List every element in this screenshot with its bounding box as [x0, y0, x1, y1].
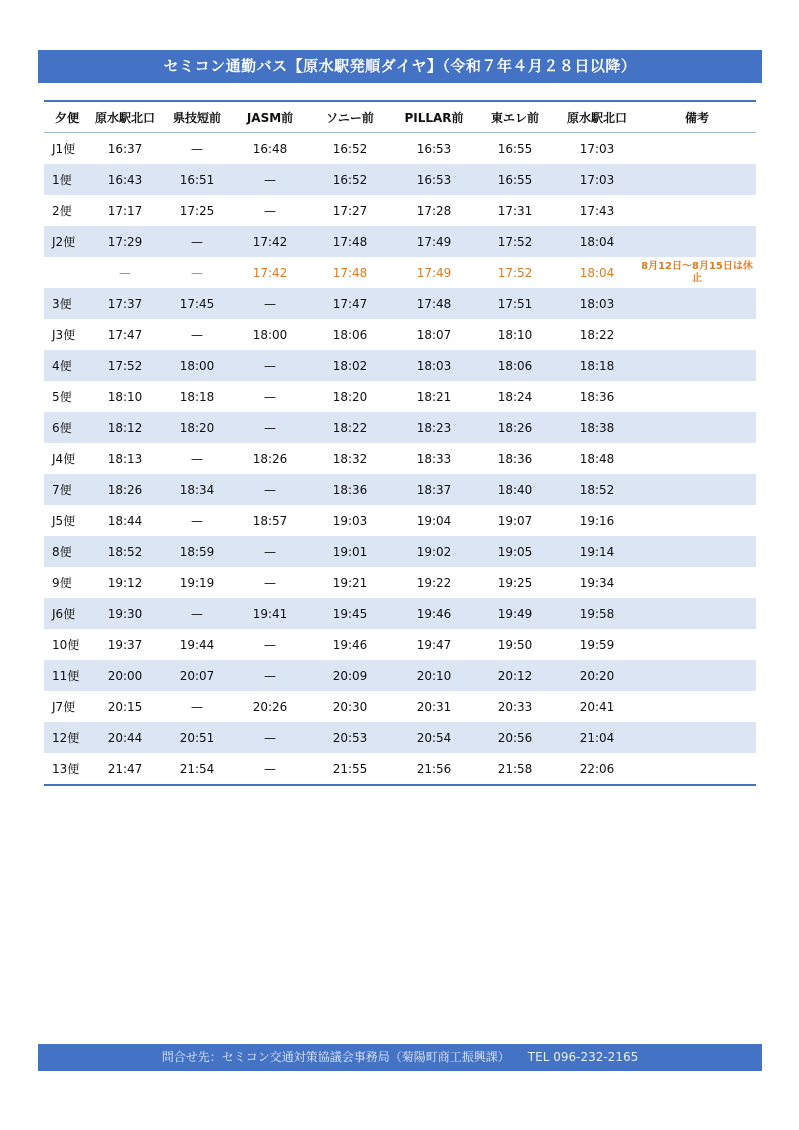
table-row	[44, 381, 756, 412]
trip-name: J5便	[52, 514, 76, 528]
time-cell: 22:06	[556, 753, 638, 785]
time-cell: 17:52	[497, 265, 533, 280]
time-cell: 18:06	[332, 327, 368, 342]
remarks-cell	[638, 567, 756, 598]
time-cell: 18:20	[332, 389, 368, 404]
time-cell: —	[119, 265, 131, 280]
time-cell: 20:30	[332, 699, 368, 714]
time-cell: 18:52	[90, 536, 160, 567]
time-cell: 19:07	[497, 513, 533, 528]
trip-name: 8便	[44, 536, 90, 567]
remarks-cell	[638, 629, 756, 660]
time-cell: 20:00	[90, 660, 160, 691]
time-cell: 16:53	[416, 141, 452, 156]
table-row	[44, 257, 756, 288]
time-cell: —	[234, 753, 306, 785]
time-cell: —	[234, 722, 306, 753]
time-cell: 20:10	[394, 660, 474, 691]
time-cell: 17:29	[90, 226, 160, 257]
time-cell: 17:03	[579, 141, 615, 156]
time-cell: 17:43	[579, 203, 615, 218]
time-cell: 18:10	[107, 389, 143, 404]
time-cell: 18:26	[474, 412, 556, 443]
time-cell: 18:02	[306, 350, 394, 381]
time-cell: —	[191, 699, 203, 714]
time-cell: 18:34	[160, 474, 234, 505]
time-cell: 16:55	[474, 164, 556, 195]
column-header: PILLAR前	[394, 101, 474, 133]
remarks-cell: 8月12日～8月15日は休止	[641, 260, 753, 284]
remarks-cell	[638, 319, 756, 350]
time-cell: 18:52	[556, 474, 638, 505]
time-cell: 18:07	[416, 327, 452, 342]
time-cell: 17:48	[332, 265, 368, 280]
time-cell: 18:32	[332, 451, 368, 466]
contact-text: 問合せ先：セミコン交通対策協議会事務局（菊陽町商工振興課）	[161, 1050, 510, 1064]
table-row	[44, 598, 756, 629]
time-cell: 18:26	[252, 451, 288, 466]
trip-name: 3便	[44, 288, 90, 319]
time-cell: 17:37	[90, 288, 160, 319]
page-title: セミコン通勤バス【原水駅発順ダイヤ】（令和７年４月２８日以降）	[38, 50, 762, 83]
time-cell: —	[264, 575, 276, 590]
remarks-cell	[638, 164, 756, 195]
time-cell: 17:42	[252, 265, 288, 280]
time-cell: 20:15	[107, 699, 143, 714]
time-cell: 19:46	[394, 598, 474, 629]
time-cell: 18:12	[90, 412, 160, 443]
trip-name: 4便	[44, 350, 90, 381]
table-row	[44, 567, 756, 598]
time-cell: 17:47	[107, 327, 143, 342]
column-header: 原水駅北口	[556, 101, 638, 133]
table-row	[44, 288, 756, 319]
time-cell: 19:58	[556, 598, 638, 629]
remarks-cell	[638, 288, 756, 319]
time-cell: 16:51	[160, 164, 234, 195]
trip-name: J2便	[44, 226, 90, 257]
timetable-header	[44, 101, 756, 133]
time-cell: —	[191, 451, 203, 466]
trip-name: 2便	[52, 204, 72, 218]
column-header: 備考	[638, 101, 756, 133]
remarks-cell	[638, 753, 756, 785]
time-cell: 17:27	[332, 203, 368, 218]
trip-name: 7便	[44, 474, 90, 505]
remarks-cell	[638, 226, 756, 257]
table-row	[44, 195, 756, 226]
time-cell: 19:22	[416, 575, 452, 590]
time-cell: 18:00	[252, 327, 288, 342]
time-cell: 19:04	[416, 513, 452, 528]
time-cell: 20:51	[160, 722, 234, 753]
remarks-cell	[638, 691, 756, 722]
table-row	[44, 164, 756, 195]
table-row	[44, 722, 756, 753]
time-cell: 20:20	[556, 660, 638, 691]
time-cell: 19:19	[179, 575, 215, 590]
time-cell: 18:13	[107, 451, 143, 466]
time-cell: 18:36	[579, 389, 615, 404]
time-cell: 18:23	[394, 412, 474, 443]
time-cell: 19:05	[474, 536, 556, 567]
time-cell: 18:57	[252, 513, 288, 528]
time-cell: 19:44	[179, 637, 215, 652]
time-cell: 18:06	[474, 350, 556, 381]
time-cell: 19:16	[579, 513, 615, 528]
remarks-cell	[638, 660, 756, 691]
time-cell: —	[191, 513, 203, 528]
column-header: 夕便	[44, 101, 90, 133]
time-cell: 17:51	[474, 288, 556, 319]
time-cell: 19:01	[306, 536, 394, 567]
time-cell: 20:53	[306, 722, 394, 753]
time-cell: 17:47	[306, 288, 394, 319]
time-cell: —	[264, 637, 276, 652]
timetable	[44, 100, 756, 786]
time-cell: 18:44	[107, 513, 143, 528]
time-cell: 17:31	[497, 203, 533, 218]
remarks-cell	[638, 381, 756, 412]
time-cell: 17:49	[416, 265, 452, 280]
time-cell: —	[191, 327, 203, 342]
trip-name: 11便	[44, 660, 90, 691]
time-cell: —	[160, 226, 234, 257]
time-cell: 21:55	[306, 753, 394, 785]
column-header: ソニー前	[306, 101, 394, 133]
remarks-cell	[638, 474, 756, 505]
time-cell: 18:36	[497, 451, 533, 466]
table-row	[44, 660, 756, 691]
time-cell: 20:09	[306, 660, 394, 691]
time-cell: 18:00	[160, 350, 234, 381]
tel-number: TEL 096-232-2165	[527, 1050, 639, 1064]
time-cell: 19:41	[234, 598, 306, 629]
footer-contact	[38, 1044, 762, 1071]
time-cell: 16:52	[332, 141, 368, 156]
table-row	[44, 474, 756, 505]
time-cell: 19:50	[497, 637, 533, 652]
time-cell: 17:52	[90, 350, 160, 381]
time-cell: 19:59	[579, 637, 615, 652]
time-cell: 19:03	[332, 513, 368, 528]
time-cell: 17:42	[234, 226, 306, 257]
time-cell: 18:48	[579, 451, 615, 466]
remarks-cell	[638, 505, 756, 536]
table-row	[44, 350, 756, 381]
time-cell: 17:03	[556, 164, 638, 195]
trip-name: 6便	[44, 412, 90, 443]
time-cell: 20:07	[160, 660, 234, 691]
time-cell: 17:48	[306, 226, 394, 257]
time-cell: 18:20	[160, 412, 234, 443]
time-cell: —	[234, 288, 306, 319]
remarks-cell	[638, 412, 756, 443]
time-cell: 19:45	[306, 598, 394, 629]
time-cell: 19:30	[90, 598, 160, 629]
time-cell: 18:38	[556, 412, 638, 443]
time-cell: 16:37	[107, 141, 143, 156]
time-cell: 20:54	[394, 722, 474, 753]
time-cell: 20:41	[579, 699, 615, 714]
timetable-body	[44, 133, 756, 786]
time-cell: —	[160, 598, 234, 629]
trip-name: J1便	[52, 142, 76, 156]
time-cell: 19:21	[332, 575, 368, 590]
table-row	[44, 629, 756, 660]
time-cell: 18:22	[579, 327, 615, 342]
time-cell: —	[191, 265, 203, 280]
trip-name: J3便	[52, 328, 76, 342]
column-header: JASM前	[234, 101, 306, 133]
time-cell: —	[234, 164, 306, 195]
table-row	[44, 753, 756, 785]
time-cell: 16:52	[306, 164, 394, 195]
remarks-cell	[638, 536, 756, 567]
time-cell: 21:56	[394, 753, 474, 785]
time-cell: 21:58	[474, 753, 556, 785]
time-cell: 17:28	[416, 203, 452, 218]
time-cell: 19:02	[394, 536, 474, 567]
trip-name: 12便	[44, 722, 90, 753]
time-cell: 16:48	[252, 141, 288, 156]
time-cell: 17:17	[107, 203, 143, 218]
time-cell: 17:25	[179, 203, 215, 218]
table-row	[44, 133, 756, 165]
time-cell: 19:25	[497, 575, 533, 590]
remarks-cell	[638, 598, 756, 629]
time-cell: 16:43	[90, 164, 160, 195]
trip-name	[44, 257, 90, 288]
trip-name: 9便	[52, 576, 72, 590]
time-cell: —	[264, 203, 276, 218]
table-row	[44, 443, 756, 474]
time-cell: 20:12	[474, 660, 556, 691]
time-cell: 18:33	[416, 451, 452, 466]
time-cell: 16:55	[497, 141, 533, 156]
time-cell: 20:56	[474, 722, 556, 753]
remarks-cell	[638, 350, 756, 381]
time-cell: 18:18	[179, 389, 215, 404]
time-cell: 21:54	[160, 753, 234, 785]
remarks-cell	[638, 133, 756, 165]
time-cell: 18:03	[394, 350, 474, 381]
time-cell: 17:52	[474, 226, 556, 257]
trip-name: 1便	[44, 164, 90, 195]
time-cell: 18:18	[556, 350, 638, 381]
remarks-cell	[638, 195, 756, 226]
column-header: 東エレ前	[474, 101, 556, 133]
trip-name: J6便	[44, 598, 90, 629]
time-cell: —	[234, 350, 306, 381]
time-cell: 21:47	[90, 753, 160, 785]
trip-name: J7便	[52, 700, 76, 714]
time-cell: —	[264, 389, 276, 404]
time-cell: 18:24	[497, 389, 533, 404]
time-cell: 19:46	[332, 637, 368, 652]
time-cell: 18:03	[556, 288, 638, 319]
time-cell: 20:26	[252, 699, 288, 714]
time-cell: 17:45	[160, 288, 234, 319]
column-header: 原水駅北口	[90, 101, 160, 133]
time-cell: —	[234, 412, 306, 443]
time-cell: 18:36	[306, 474, 394, 505]
time-cell: 18:37	[394, 474, 474, 505]
table-row	[44, 319, 756, 350]
remarks-cell	[638, 443, 756, 474]
time-cell: 20:31	[416, 699, 452, 714]
column-header: 県技短前	[160, 101, 234, 133]
time-cell: 19:12	[107, 575, 143, 590]
time-cell: 18:10	[497, 327, 533, 342]
time-cell: 20:33	[497, 699, 533, 714]
time-cell: 18:59	[160, 536, 234, 567]
time-cell: —	[234, 536, 306, 567]
time-cell: 18:40	[474, 474, 556, 505]
time-cell: 20:44	[90, 722, 160, 753]
time-cell: 18:26	[90, 474, 160, 505]
trip-name: J4便	[52, 452, 76, 466]
header-row	[44, 101, 756, 133]
time-cell: 18:21	[416, 389, 452, 404]
table-row	[44, 226, 756, 257]
time-cell: 21:04	[556, 722, 638, 753]
trip-name: 5便	[52, 390, 72, 404]
time-cell: 18:04	[579, 265, 615, 280]
table-row	[44, 536, 756, 567]
time-cell: 16:53	[394, 164, 474, 195]
table-row	[44, 691, 756, 722]
time-cell: 19:47	[416, 637, 452, 652]
time-cell: 18:22	[306, 412, 394, 443]
remarks-cell	[638, 722, 756, 753]
time-cell: 19:34	[579, 575, 615, 590]
time-cell: —	[234, 660, 306, 691]
trip-name: 10便	[52, 638, 80, 652]
time-cell: 19:49	[474, 598, 556, 629]
time-cell: 19:14	[556, 536, 638, 567]
time-cell: —	[191, 141, 203, 156]
table-row	[44, 505, 756, 536]
time-cell: 17:48	[394, 288, 474, 319]
time-cell: —	[234, 474, 306, 505]
time-cell: 19:37	[107, 637, 143, 652]
trip-name: 13便	[44, 753, 90, 785]
time-cell: 18:04	[556, 226, 638, 257]
time-cell: 17:49	[394, 226, 474, 257]
table-row	[44, 412, 756, 443]
